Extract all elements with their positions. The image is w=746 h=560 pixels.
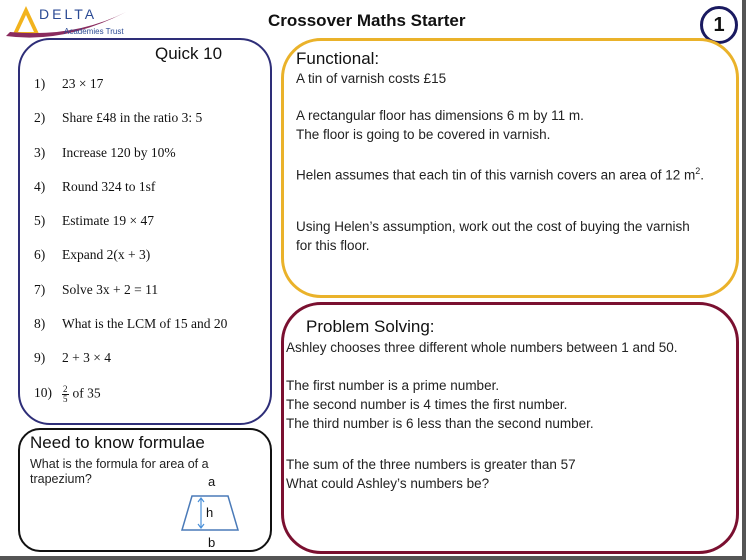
- problem-line: The second number is 4 times the first number.: [286, 397, 568, 412]
- question-number: 3): [34, 144, 46, 160]
- question-text: Share £48 in the ratio 3: 5: [62, 110, 203, 126]
- question-text: 23 × 17: [62, 76, 104, 91]
- question-item: [34, 282, 227, 316]
- quick10-heading: Quick 10: [155, 44, 223, 63]
- squared-superscript: 2: [695, 166, 701, 176]
- question-text: Increase 120 by 10%: [62, 144, 176, 160]
- trapezium-diagram: [178, 474, 248, 550]
- trapezium-label-a: a: [208, 474, 216, 489]
- functional-line: A tin of varnish costs £15: [296, 71, 447, 86]
- problem-line: The third number is 6 less than the second number.: [286, 416, 594, 431]
- fraction-numerator: 2: [63, 383, 68, 394]
- trapezium-label-b: b: [208, 535, 216, 550]
- functional-line: Using Helen’s assumption, work out the cost of buying the varnish: [296, 219, 690, 234]
- question-item: [34, 76, 227, 110]
- formulae-question: What is the formula for area of a trapezium?: [30, 457, 209, 486]
- slide-number-badge: 1: [700, 6, 738, 44]
- question-text: Expand 2(x + 3): [62, 247, 151, 263]
- fraction: [62, 385, 69, 404]
- fraction-denominator: 5: [63, 393, 68, 404]
- functional-line-end: .: [700, 167, 704, 183]
- question-item: [34, 213, 227, 247]
- question-item: [34, 110, 227, 144]
- logo-subtitle: Academies Trust: [64, 27, 124, 36]
- functional-line: [296, 162, 704, 185]
- question-number: 8): [34, 316, 46, 332]
- question-number: 4): [34, 178, 46, 194]
- question-text: of 35: [72, 385, 101, 401]
- question-number: 10): [34, 385, 52, 401]
- question-item: [34, 179, 227, 213]
- functional-panel: [281, 38, 739, 298]
- problem-line: What could Ashley’s numbers be?: [286, 476, 490, 491]
- functional-line: A rectangular floor has dimensions 6 m by 11 m.: [296, 108, 584, 123]
- question-number: 7): [34, 281, 46, 297]
- formulae-panel: [18, 428, 272, 552]
- question-number: 5): [34, 213, 46, 229]
- delta-logo: [4, 2, 128, 40]
- logo-name: DELTA: [39, 6, 98, 22]
- question-item: [34, 316, 227, 350]
- functional-line: for this floor.: [296, 238, 370, 253]
- problem-line: The sum of the three numbers is greater than 57: [286, 457, 576, 472]
- quick10-list: [34, 76, 227, 419]
- question-item: [34, 247, 227, 281]
- problem-line: Ashley chooses three different whole numbers between 1 and 50.: [286, 340, 678, 355]
- functional-line: The floor is going to be covered in varnish.: [296, 127, 551, 142]
- question-number: 9): [34, 350, 46, 366]
- question-number: 6): [34, 247, 46, 263]
- question-text: Round 324 to 1sf: [62, 178, 156, 194]
- page-title: Crossover Maths Starter: [268, 11, 466, 30]
- question-text: Estimate 19 × 47: [62, 213, 154, 229]
- question-item: [34, 145, 227, 179]
- question-item: [34, 385, 227, 419]
- question-item: [34, 350, 227, 384]
- functional-heading: Functional:: [296, 49, 380, 68]
- question-text: Solve 3x + 2 = 11: [62, 281, 159, 297]
- trapezium-label-h: h: [206, 505, 214, 520]
- problem-heading: Problem Solving:: [306, 317, 435, 336]
- quick10-panel: [18, 38, 272, 425]
- question-number: 1): [34, 76, 46, 91]
- functional-line-text: Helen assumes that each tin of this varnish covers an area of 12 m: [296, 167, 696, 183]
- problem-solving-panel: [281, 302, 739, 554]
- question-number: 2): [34, 110, 46, 126]
- question-text: What is the LCM of 15 and 20: [62, 316, 228, 332]
- question-text: 2 + 3 × 4: [62, 350, 111, 366]
- problem-line: The first number is a prime number.: [286, 378, 500, 393]
- formulae-heading: Need to know formulae: [30, 433, 205, 452]
